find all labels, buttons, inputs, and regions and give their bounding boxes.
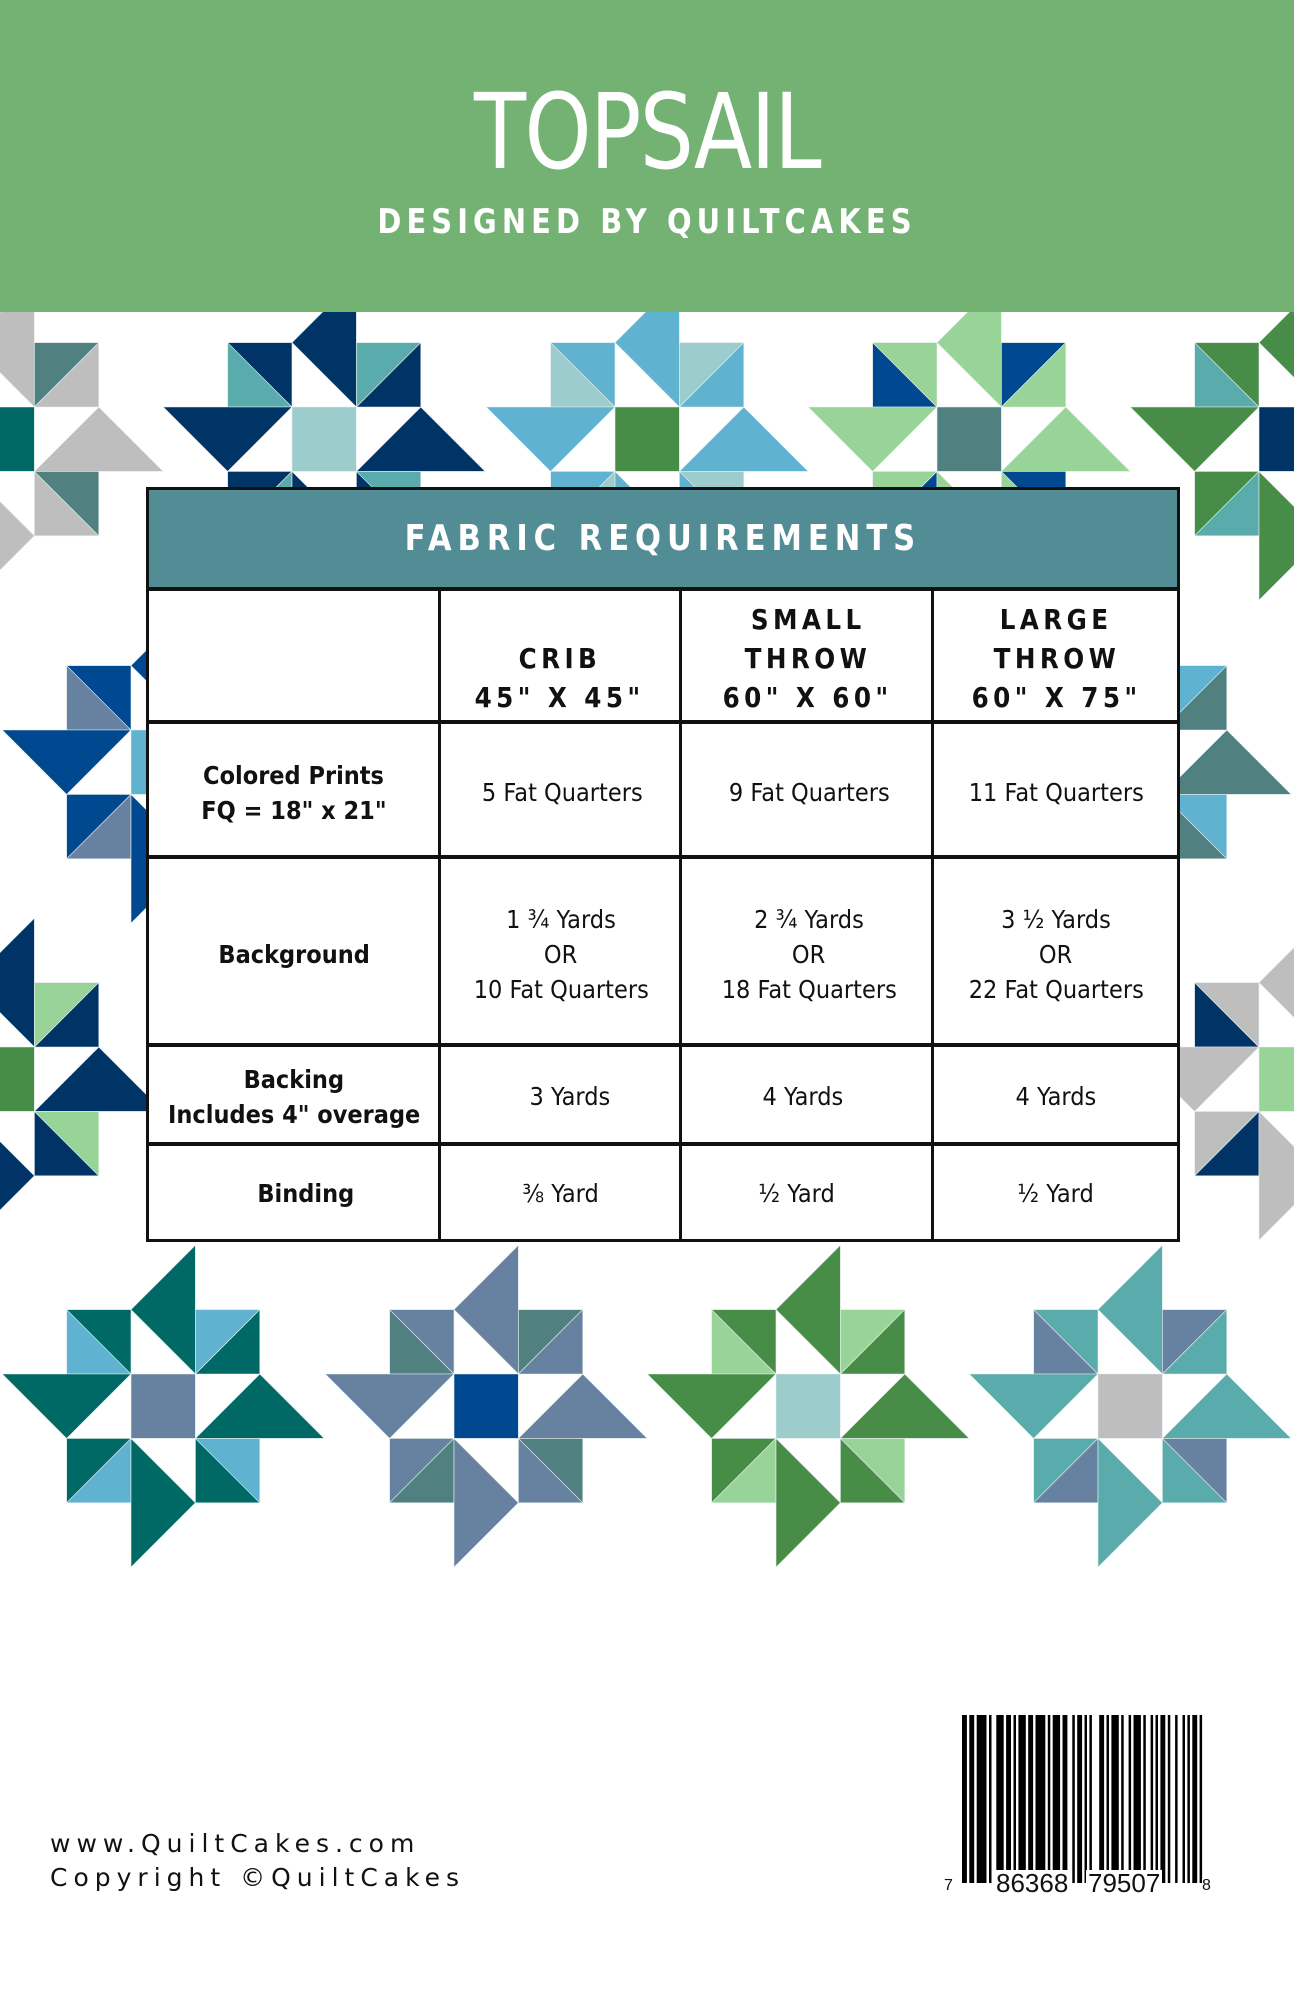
quilt-patch-main <box>679 407 808 471</box>
quilt-block <box>647 1245 969 1567</box>
cell-value: 3 Yards <box>529 1082 610 1111</box>
quilt-patch-main <box>195 1374 324 1438</box>
quilt-patch-main <box>1259 1111 1294 1240</box>
table-title-band <box>149 490 1177 591</box>
quilt-patch-main <box>0 471 34 600</box>
cell-value: ½ Yard <box>758 1178 836 1208</box>
fabric-requirements-table <box>146 487 1180 1242</box>
barcode-left-digit: 7 <box>944 1877 953 1894</box>
cell-value: OR <box>792 939 826 969</box>
table-cell <box>683 727 935 858</box>
cell-value: 4 Yards <box>762 1082 844 1111</box>
table-cell <box>449 1050 690 1143</box>
row-header-background <box>149 862 439 1046</box>
row-header-binding <box>161 1147 451 1239</box>
cell-value: 18 Fat Quarters <box>721 974 897 1004</box>
row-divider <box>149 1142 1177 1146</box>
quilt-patch-main <box>34 1047 163 1111</box>
cell-value: 2 ¾ Yards <box>754 904 864 934</box>
pattern-title: TOPSAIL <box>474 71 820 193</box>
column-header-small-throw <box>683 591 933 723</box>
quilt-patch-main <box>1259 471 1294 600</box>
upc-barcode <box>940 1700 1210 1900</box>
row-divider <box>149 1043 1177 1047</box>
quilt-patch-main <box>2 1374 131 1438</box>
cell-value: ⅜ Yard <box>522 1178 600 1208</box>
cell-value: ½ Yard <box>1017 1178 1095 1208</box>
column-large-throw-size: 60" X 75" <box>971 681 1142 714</box>
quilt-patch-main <box>34 407 163 471</box>
column-divider <box>931 591 934 1239</box>
column-small-throw-name: THROW <box>744 642 872 675</box>
row-label-line: Background <box>218 939 370 969</box>
column-crib-name: CRIB <box>518 642 601 675</box>
quilt-patch-main <box>356 407 485 471</box>
column-small-throw-line1: SMALL <box>750 603 866 636</box>
quilt-patch-main <box>1162 730 1291 794</box>
quilt-patch-center <box>1259 407 1294 471</box>
table-cell <box>677 1050 929 1143</box>
quilt-patch-main <box>840 1374 969 1438</box>
quilt-block <box>0 918 163 1240</box>
row-divider <box>149 720 1177 724</box>
quilt-block <box>0 278 163 600</box>
website-url: www.QuiltCakes.com <box>50 1829 421 1858</box>
cell-value: 9 Fat Quarters <box>728 778 890 807</box>
quilt-patch-main <box>0 918 34 1047</box>
table-cell <box>442 727 683 858</box>
cell-value: 3 ½ Yards <box>1001 904 1111 934</box>
barcode-bars <box>940 1700 1210 1900</box>
table-cell <box>671 1147 923 1239</box>
quilt-patch-main <box>647 1374 776 1438</box>
quilt-patch-main <box>808 407 937 471</box>
quilt-patch-center <box>454 1374 518 1438</box>
cell-value: OR <box>1039 939 1073 969</box>
cell-value: 22 Fat Quarters <box>968 974 1144 1004</box>
table-cell <box>935 1050 1177 1143</box>
title-banner <box>0 0 1294 312</box>
table-cell <box>935 727 1177 858</box>
quilt-patch-main <box>131 1438 195 1567</box>
row-label-line: FQ = 18" x 21" <box>201 795 387 825</box>
quilt-patch-main <box>1259 918 1294 1047</box>
row-label-line: Binding <box>257 1178 355 1208</box>
quilt-patch-center <box>615 407 679 471</box>
quilt-patch-center <box>1098 1374 1162 1438</box>
table-cell <box>935 1147 1177 1239</box>
quilt-patch-main <box>1162 1374 1291 1438</box>
quilt-patch-main <box>776 1245 840 1374</box>
quilt-patch-center <box>0 407 34 471</box>
table-cell <box>439 1147 683 1239</box>
designer-credit: DESIGNED BY QUILTCAKES <box>377 202 917 242</box>
row-label-line: Backing <box>243 1064 345 1094</box>
row-divider <box>149 855 1177 859</box>
column-small-throw-size: 60" X 60" <box>722 681 894 714</box>
barcode-group-1: 86368 <box>996 1868 1069 1898</box>
table-title: FABRIC REQUIREMENTS <box>404 518 922 559</box>
quilt-patch-main <box>131 1245 195 1374</box>
row-header-backing <box>149 1050 439 1143</box>
row-label-line: Includes 4" overage <box>167 1099 421 1129</box>
copyright-notice: Copyright ©QuiltCakes <box>50 1863 466 1892</box>
quilt-patch-main <box>325 1374 454 1438</box>
quilt-patch-center <box>0 1047 34 1111</box>
quilt-patch-center <box>292 407 356 471</box>
column-header-large-throw <box>936 591 1177 723</box>
row-label-line: Colored Prints <box>203 760 385 790</box>
barcode-right-digit: 8 <box>1202 1877 1211 1894</box>
cell-value: 4 Yards <box>1015 1082 1097 1111</box>
column-crib-size: 45" X 45" <box>474 681 645 714</box>
quilt-patch-center <box>776 1374 840 1438</box>
quilt-patch-main <box>0 1111 34 1240</box>
quilt-patch-main <box>1130 407 1259 471</box>
quilt-patch-main <box>454 1438 518 1567</box>
table-cell <box>935 862 1177 1046</box>
table-cell <box>683 862 935 1046</box>
cell-value: 5 Fat Quarters <box>482 778 643 807</box>
quilt-patch-center <box>131 1374 195 1438</box>
quilt-patch-main <box>776 1438 840 1567</box>
quilt-block <box>2 1245 324 1567</box>
cell-value: 11 Fat Quarters <box>968 778 1144 807</box>
quilt-patch-main <box>454 1245 518 1374</box>
column-large-throw-name: THROW <box>993 642 1120 675</box>
quilt-patch-main <box>163 407 292 471</box>
column-header-crib <box>439 591 680 723</box>
quilt-patch-main <box>1098 1438 1162 1567</box>
table-cell <box>439 862 683 1046</box>
quilt-block <box>969 1245 1291 1567</box>
cell-value: 1 ¾ Yards <box>506 904 616 934</box>
quilt-block <box>325 1245 647 1567</box>
quilt-patch-main <box>518 1374 647 1438</box>
quilt-patch-main <box>486 407 615 471</box>
quilt-patch-main <box>1098 1245 1162 1374</box>
quilt-patch-main <box>969 1374 1098 1438</box>
quilt-patch-center <box>1259 1047 1294 1111</box>
column-divider <box>438 591 441 1239</box>
cell-value: 10 Fat Quarters <box>473 974 649 1004</box>
row-header-colored-prints <box>149 727 439 858</box>
quilt-patch-center <box>937 407 1001 471</box>
column-large-throw-line1: LARGE <box>1000 603 1113 636</box>
quilt-patch-main <box>2 730 131 794</box>
barcode-group-2: 79507 <box>1088 1868 1161 1898</box>
quilt-patch-main <box>1001 407 1130 471</box>
cell-value: OR <box>544 939 578 969</box>
column-divider <box>679 591 682 1239</box>
